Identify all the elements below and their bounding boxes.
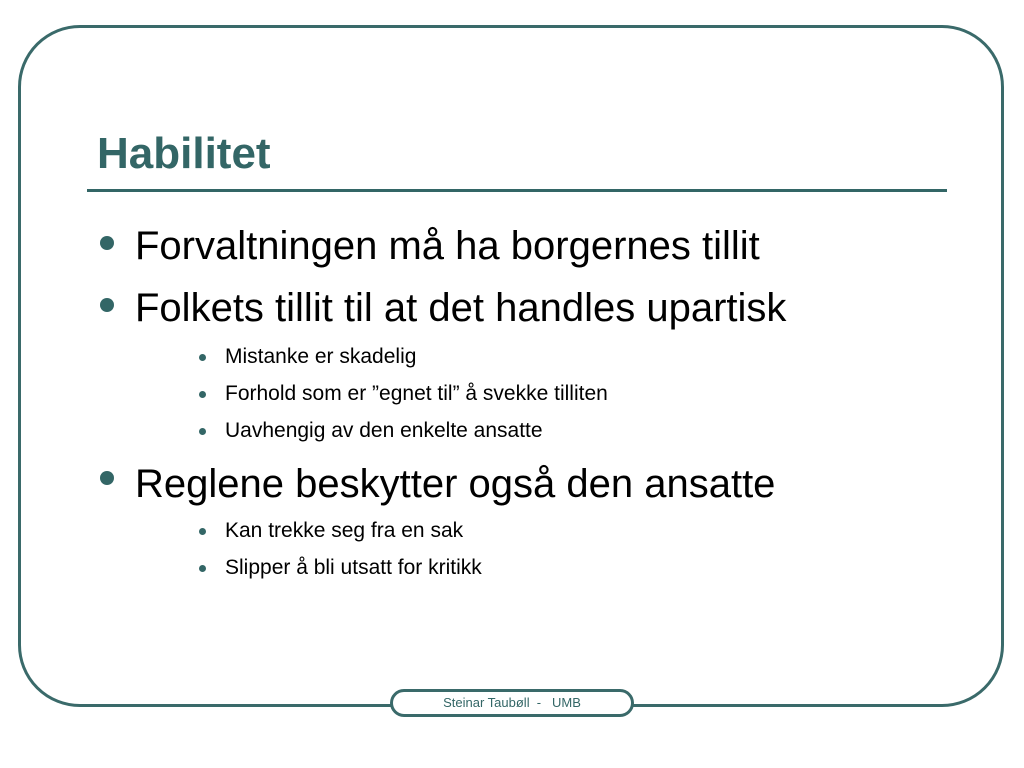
sub-bullet-item: Uavhengig av den enkelte ansatte	[225, 419, 543, 442]
sub-bullet-item: Mistanke er skadelig	[225, 345, 417, 368]
bullet-item: Folkets tillit til at det handles upartisk	[135, 286, 787, 330]
slide-title: Habilitet	[97, 129, 271, 178]
sub-bullet-dot-icon	[199, 391, 206, 398]
sub-bullet-dot-icon	[199, 565, 206, 572]
sub-bullet-dot-icon	[199, 354, 206, 361]
sub-bullet-dot-icon	[199, 528, 206, 535]
bullet-dot-icon	[100, 298, 114, 312]
sub-bullet-dot-icon	[199, 428, 206, 435]
bullet-item: Reglene beskytter også den ansatte	[135, 462, 776, 506]
bullet-dot-icon	[100, 471, 114, 485]
sub-bullet-item: Slipper å bli utsatt for kritikk	[225, 556, 482, 579]
sub-bullet-item: Forhold som er ”egnet til” å svekke tilliten	[225, 382, 608, 405]
footer-label: Steinar Taubøll - UMB	[390, 689, 634, 717]
bullet-dot-icon	[100, 236, 114, 250]
sub-bullet-item: Kan trekke seg fra en sak	[225, 519, 464, 542]
bullet-item: Forvaltningen må ha borgernes tillit	[135, 224, 760, 268]
